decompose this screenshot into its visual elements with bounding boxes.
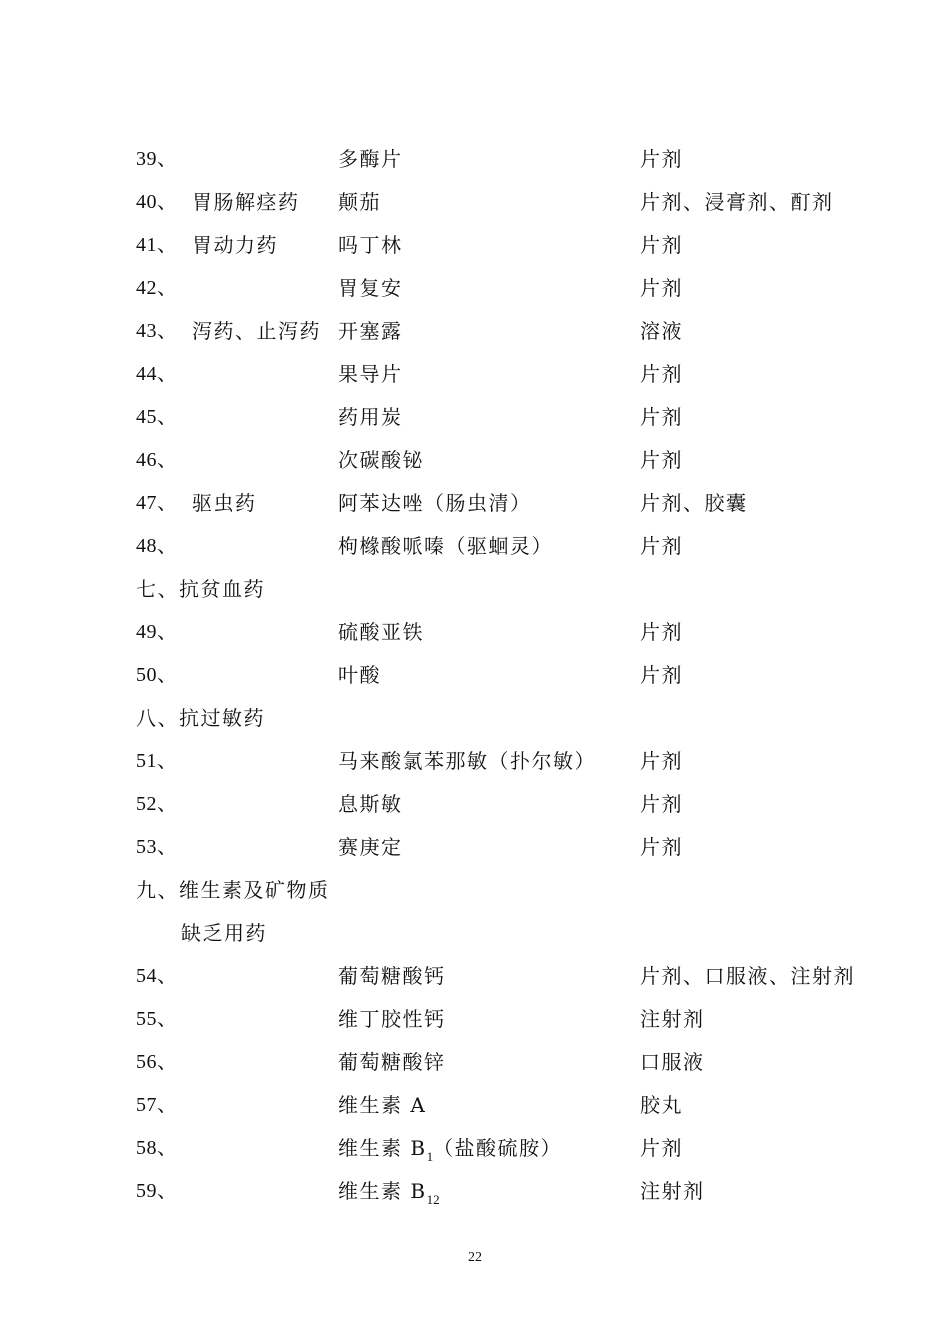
dosage-form: 片剂 <box>640 362 683 386</box>
item-number: 46、 <box>136 449 178 471</box>
list-item <box>0 402 950 445</box>
list-item <box>0 359 950 402</box>
list-item <box>0 531 950 574</box>
list-item <box>0 1176 950 1219</box>
dosage-form: 溶液 <box>640 319 683 343</box>
drug-name: 维生素 A <box>338 1093 427 1117</box>
drug-name-alias: （盐酸硫胺） <box>433 1136 563 1160</box>
item-number: 39、 <box>136 148 178 170</box>
drug-category: 泻药、止泻药 <box>192 319 321 343</box>
section-heading <box>0 703 950 746</box>
dosage-form: 片剂 <box>640 233 683 257</box>
dosage-form: 片剂 <box>640 749 683 773</box>
item-number: 52、 <box>136 793 178 815</box>
list-item <box>0 1090 950 1133</box>
item-number: 42、 <box>136 277 178 299</box>
list-item <box>0 187 950 230</box>
section-title: 九、维生素及矿物质 <box>136 878 330 902</box>
dosage-form: 片剂、浸膏剂、酊剂 <box>640 190 834 214</box>
dosage-form: 片剂 <box>640 405 683 429</box>
dosage-form: 片剂 <box>640 620 683 644</box>
item-number: 50、 <box>136 664 178 686</box>
drug-name: 吗丁林 <box>338 233 403 257</box>
item-number: 44、 <box>136 363 178 385</box>
drug-name-subscript: 1 <box>426 1149 434 1164</box>
drug-name: 硫酸亚铁 <box>338 620 424 644</box>
section-heading-continuation <box>0 918 950 961</box>
dosage-form: 片剂 <box>640 276 683 300</box>
dosage-form: 注射剂 <box>640 1007 705 1031</box>
drug-name <box>338 1133 562 1166</box>
drug-name: 开塞露 <box>338 319 403 343</box>
item-number: 53、 <box>136 836 178 858</box>
drug-name: 果导片 <box>338 362 403 386</box>
dosage-form: 片剂 <box>640 534 683 558</box>
section-title: 八、抗过敏药 <box>136 706 265 730</box>
list-item <box>0 660 950 703</box>
item-number: 40、 <box>136 191 178 213</box>
list-item <box>0 144 950 187</box>
drug-name: 多酶片 <box>338 147 403 171</box>
dosage-form: 片剂、胶囊 <box>640 491 748 515</box>
page-number: 22 <box>468 1250 482 1265</box>
list-item <box>0 316 950 359</box>
list-item <box>0 1047 950 1090</box>
drug-category: 胃肠解痉药 <box>192 190 300 214</box>
dosage-form: 片剂 <box>640 448 683 472</box>
item-number: 41、 <box>136 234 178 256</box>
drug-category: 胃动力药 <box>192 233 278 257</box>
drug-name: 颠茄 <box>338 190 381 214</box>
list-item <box>0 961 950 1004</box>
list-item <box>0 746 950 789</box>
dosage-form: 片剂 <box>640 792 683 816</box>
list-item <box>0 445 950 488</box>
section-title-continuation: 缺乏用药 <box>181 921 267 945</box>
drug-name: 赛庚定 <box>338 835 403 859</box>
item-number: 54、 <box>136 965 178 987</box>
list-item <box>0 832 950 875</box>
list-item <box>0 1004 950 1047</box>
drug-name: 葡萄糖酸钙 <box>338 964 446 988</box>
list-item <box>0 273 950 316</box>
drug-name <box>338 1176 440 1209</box>
item-number: 55、 <box>136 1008 178 1030</box>
drug-name-main: 维生素 B <box>338 1136 427 1160</box>
item-number: 51、 <box>136 750 178 772</box>
drug-name: 枸橼酸哌嗪（驱蛔灵） <box>338 534 553 558</box>
section-heading <box>0 875 950 918</box>
section-title: 七、抗贫血药 <box>136 577 265 601</box>
list-item <box>0 617 950 660</box>
section-heading <box>0 574 950 617</box>
drug-name: 胃复安 <box>338 276 403 300</box>
item-number: 57、 <box>136 1094 178 1116</box>
dosage-form: 片剂 <box>640 835 683 859</box>
list-item <box>0 1133 950 1176</box>
dosage-form: 片剂 <box>640 663 683 687</box>
item-number: 43、 <box>136 320 178 342</box>
item-number: 45、 <box>136 406 178 428</box>
dosage-form: 胶丸 <box>640 1093 683 1117</box>
drug-name-subscript: 12 <box>426 1192 440 1207</box>
item-number: 49、 <box>136 621 178 643</box>
drug-name: 维丁胶性钙 <box>338 1007 446 1031</box>
dosage-form: 片剂 <box>640 147 683 171</box>
item-number: 56、 <box>136 1051 178 1073</box>
drug-name-main: 维生素 B <box>338 1179 427 1203</box>
drug-name: 阿苯达唑（肠虫清） <box>338 491 532 515</box>
dosage-form: 片剂、口服液、注射剂 <box>640 964 855 988</box>
dosage-form: 注射剂 <box>640 1179 705 1203</box>
item-number: 59、 <box>136 1180 178 1202</box>
drug-name: 马来酸氯苯那敏（扑尔敏） <box>338 749 596 773</box>
dosage-form: 片剂 <box>640 1136 683 1160</box>
list-item <box>0 488 950 531</box>
drug-name: 药用炭 <box>338 405 403 429</box>
item-number: 58、 <box>136 1137 178 1159</box>
drug-category: 驱虫药 <box>192 491 257 515</box>
drug-name: 息斯敏 <box>338 792 403 816</box>
item-number: 48、 <box>136 535 178 557</box>
drug-name: 次碳酸铋 <box>338 448 424 472</box>
drug-name: 葡萄糖酸锌 <box>338 1050 446 1074</box>
list-item <box>0 230 950 273</box>
drug-name: 叶酸 <box>338 663 381 687</box>
item-number: 47、 <box>136 492 178 514</box>
dosage-form: 口服液 <box>640 1050 705 1074</box>
list-item <box>0 789 950 832</box>
